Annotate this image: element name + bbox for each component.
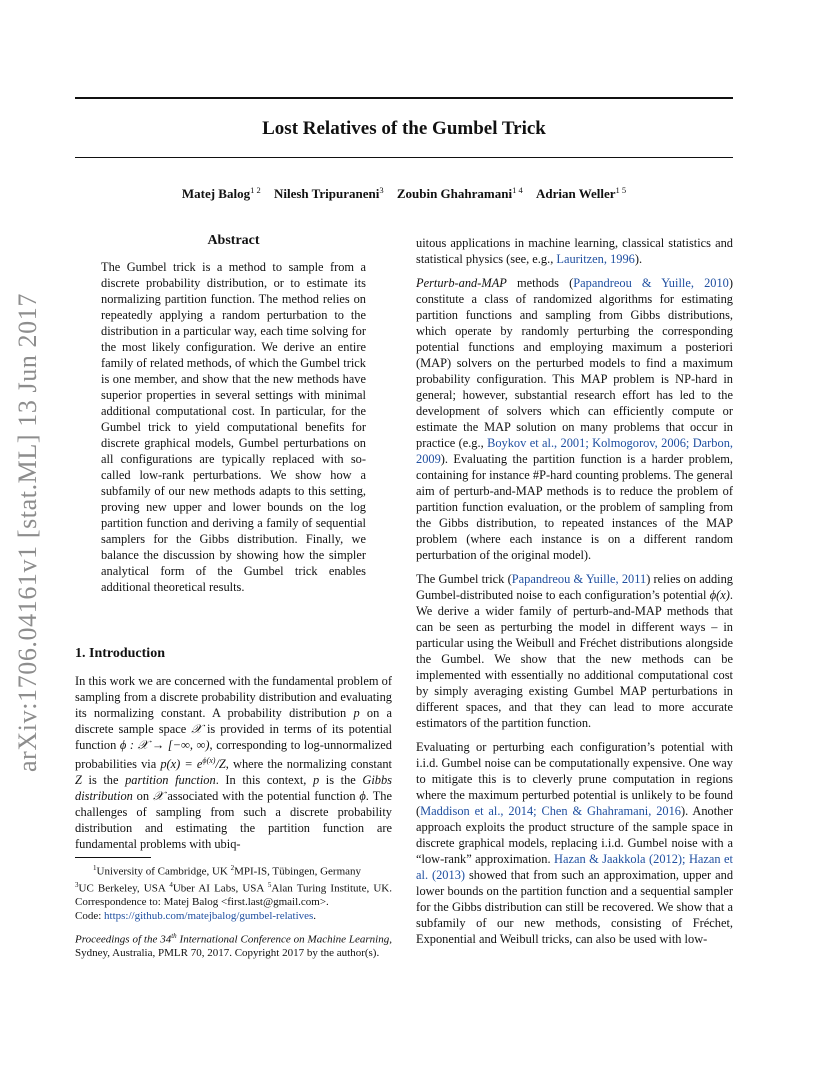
citation-link[interactable]: Papandreou & Yuille, 2011 (511, 572, 647, 586)
section-heading: 1. Introduction (75, 646, 165, 661)
footnote-rule (75, 857, 151, 858)
title-rule-bottom (75, 157, 733, 158)
abstract-text: The Gumbel trick is a method to sample from a discrete probability distribution, or to estimate its normalizing partition function. The method relies on repeatedly applying a random perturbation to the distribution in a particular way, each time solving for the most likely configuration. We derive an entire family of related methods, of which the Gumbel trick is one member, and show that the new methods have superior properties in several settings with minimal additional computational cost. In particular, for the Gumbel trick to yield computational benefits for discrete graphical models, Gumbel perturbations on all configurations are typically replaced with so-called low-rank perturbations. We show how a subfamily of our new methods adapts to this setting, proving new upper and lower bounds on the log partition function and deriving a family of sequential samplers for the Gibbs distribution. Finally, we balance the discussion by showing how the simpler analytical form of the Gumbel trick enables additional theoretical results. (101, 260, 366, 594)
citation-link[interactable]: Papandreou & Yuille, 2010 (573, 276, 729, 290)
right-column (416, 235, 733, 955)
author: Nilesh Tripuraneni$^3$ (273, 185, 384, 201)
title-rule-top (75, 97, 733, 99)
citation-link[interactable]: Maddison et al., 2014; Chen & Ghahramani, 2016 (420, 804, 681, 818)
author: Matej Balog$^{1 2}$ (181, 185, 261, 201)
paragraph: uitous applications in machine learning, classical statistics and statistical physics (see, e.g., Lauritzen, 1996). (416, 236, 733, 266)
author: Zoubin Ghahramani$^{1 4}$ (396, 185, 523, 201)
proceedings-note: Proceedings of the 34th International Conference on Machine Learning, Sydney, Australia, PMLR 70, 2017. Copyright 2017 by the author(s). (75, 932, 392, 960)
paragraph: Perturb-and-MAP methods (Papandreou & Yuille, 2010) constitute a class of randomized algorithms for estimating partition functions and sampling from Gibbs distributions, which operate by randomly perturbing the corresponding potential functions and employing maximum a posteriori (MAP) solvers on the perturbed models to find a maximum probability configuration. This MAP problem is NP-hard in general; however, substantial research effort has led to the development of solvers which can efficiently compute or estimate the MAP solution on many problems that occur in practice (e.g., Boykov et al., 2001; Kolmogorov, 2006; Darbon, 2009). Evaluating the partition function is a harder problem, containing for instance #P-hard counting problems. The general aim of perturb-and-MAP methods is to reduce the problem of partition function evaluation, or the problem of sampling from the Gibbs distribution, to repeated instances of the MAP problem (where each instance is on a different random perturbation of the original model). (416, 276, 733, 562)
code-link[interactable]: https://github.com/matejbalog/gumbel-relatives (104, 909, 314, 922)
paragraph: Evaluating or perturbing each configuration’s potential with i.i.d. Gumbel noise can be computationally expensive. One way to mitigate this is to cleverly prune computation in regions where the maximum perturbed potential is unlikely to be found (Maddison et al., 2014; Chen & Ghahramani, 2016). Another approach exploits the product structure of the sample space in discrete graphical models, replacing i.i.d. Gumbel noise with a “low-rank” approximation. Hazan & Jaakkola (2012); Hazan et al. (2013) showed that from such an approximation, upper and lower bounds on the partition function and a sequential sampler for the Gibbs distribution can still be recovered. We show that a subfamily of our new methods, consisting of Fréchet, Exponential and Weibull tricks, can also be used with low- (416, 740, 734, 946)
citation-link[interactable]: Lauritzen, 1996 (556, 252, 635, 266)
intro-column (75, 673, 392, 860)
author: Adrian Weller$^{1 5}$ (535, 185, 627, 201)
author-list (75, 186, 733, 202)
arxiv-stamp: arXiv:1706.04161v1 [stat.ML] 13 Jun 2017 (13, 293, 42, 772)
paragraph: The Gumbel trick (Papandreou & Yuille, 2011) relies on adding Gumbel-distributed noise to each configuration’s potential ϕ(x). We derive a wider family of perturb-and-MAP methods that can be seen as perturbing the model in different ways – in particular using the Weibull and Fréchet distributions alongside the Gumbel. We show that the new methods can be implemented with essentially no additional computational cost by simply averaging existing Gumbel MAP perturbations in different spaces, and that they can lead to more accurate estimators of the partition function. (416, 572, 733, 730)
abstract-heading: Abstract (207, 233, 260, 248)
citation-link[interactable]: Hazan & Jaakkola (2012); Hazan et al. (2013) (416, 852, 733, 882)
intro-paragraph: In this work we are concerned with the fundamental problem of sampling from a discrete probability distribution and evaluating its normalizing constant. A probability distribution p on a discrete sample space 𝒳 is provided in terms of its potential function ϕ : 𝒳 → [−∞, ∞), corresponding to log-unnormalized probabilities via $p(x) = e^{\phi(x)}/Z$, where the normalizing constant Z is the partition function. In this context, p is the Gibbs distribution on 𝒳 associated with the potential function ϕ. The challenges of sampling from such a discrete probability distribution and estimating the partition function are fundamental problems with ubiq- (75, 674, 393, 852)
paper-title: Lost Relatives of the Gumbel Trick (262, 118, 546, 139)
affiliation-footnote: $^1$University of Cambridge, UK $^2$MPI-IS, Tübingen, Germany $^3$UC Berkeley, USA $^4$Uber AI Labs, USA $^5$Alan Turing Institute, UK. Correspondence to: Matej Balog <first.last@gmail.com>. Code: https://github.com/matejbalog/gumbel-relatives. (75, 864, 392, 922)
citation-link[interactable]: Boykov et al., 2001; Kolmogorov, 2006; Darbon, 2009 (416, 436, 733, 466)
